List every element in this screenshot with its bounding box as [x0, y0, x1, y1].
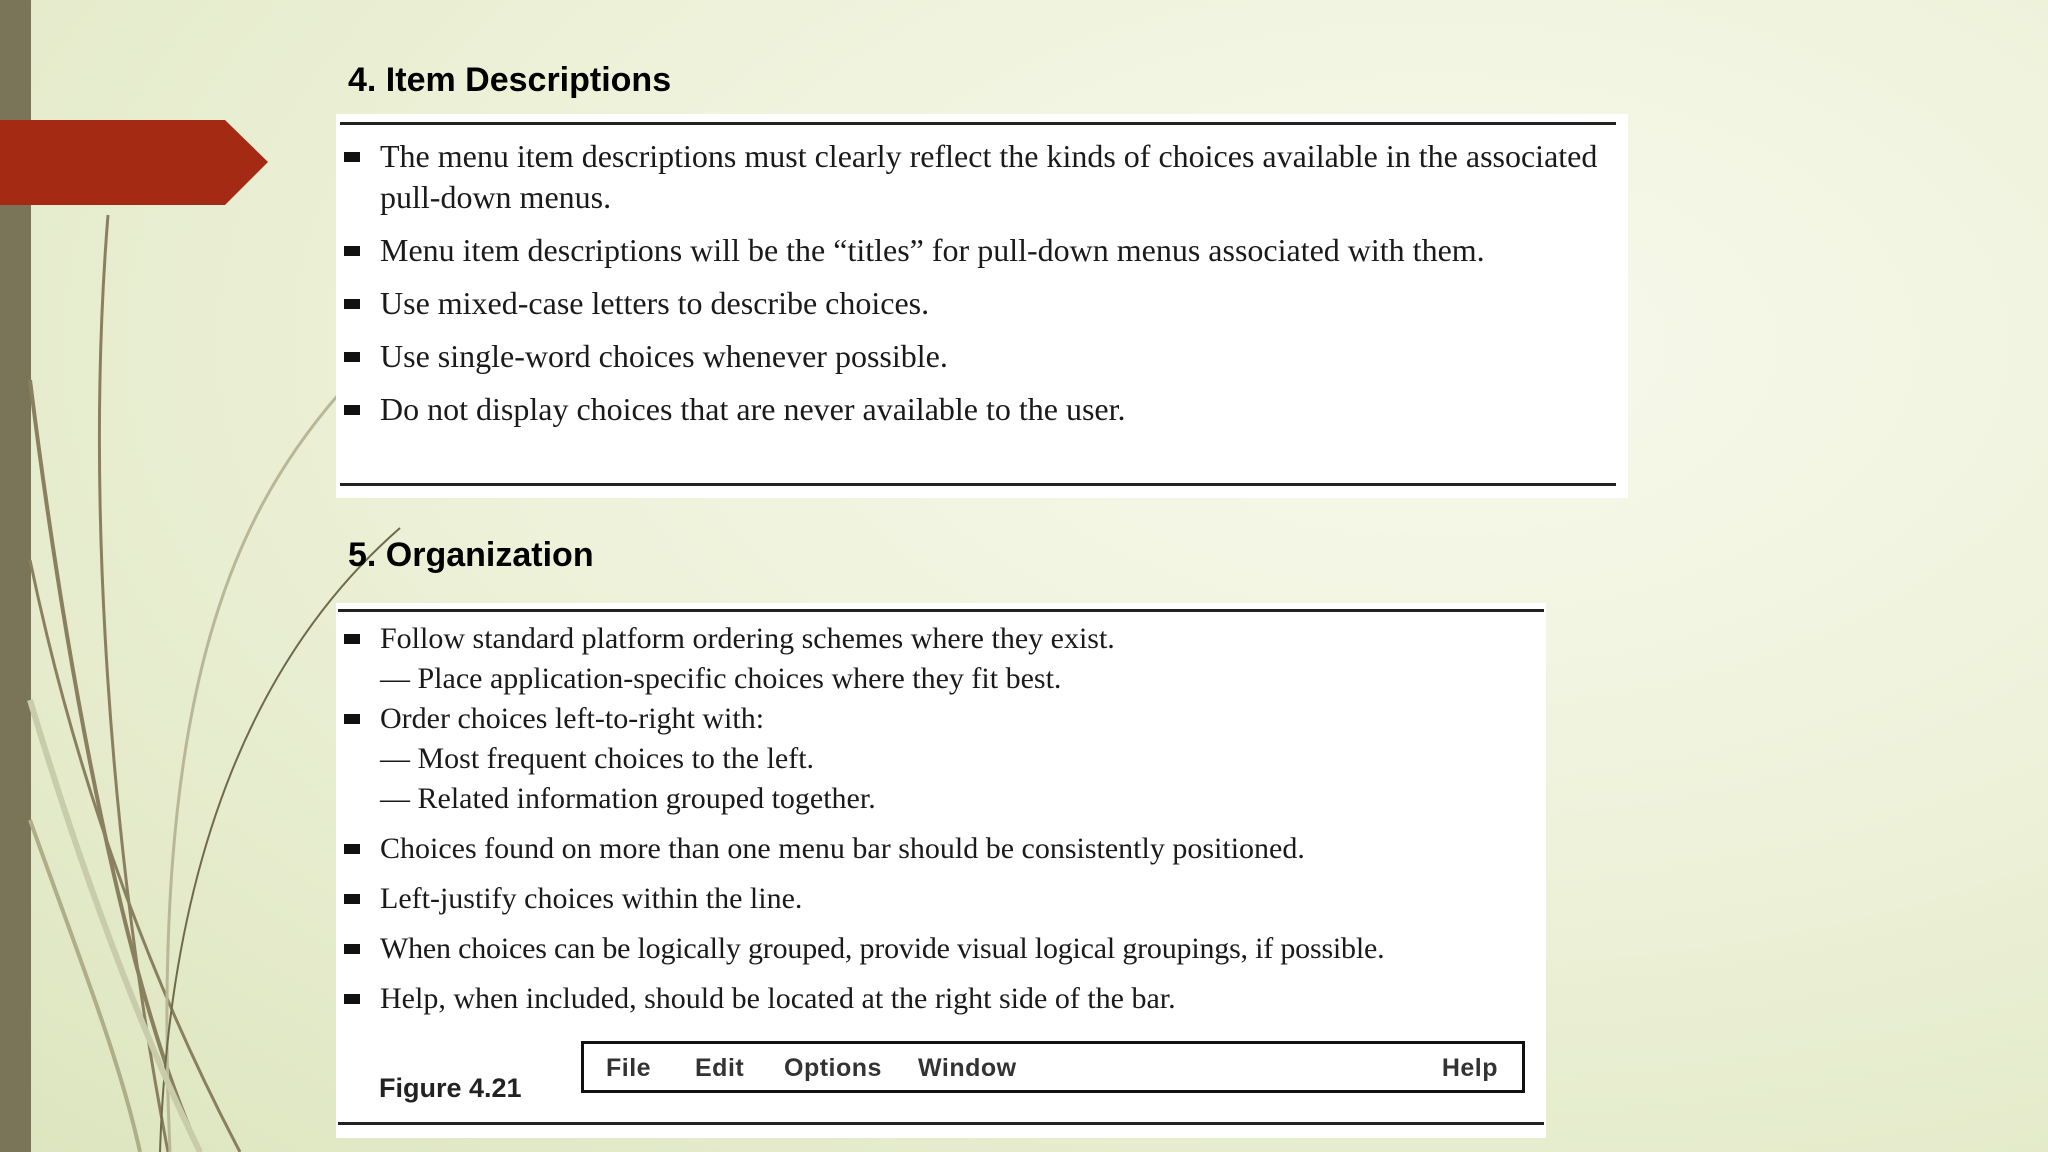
list-item-text: Follow standard platform ordering schemes where they exist.	[380, 622, 1115, 655]
bullet-icon	[344, 299, 360, 309]
list-subitem: — Related information grouped together.	[380, 782, 876, 815]
bullet-icon	[344, 894, 360, 904]
red-arrow-shape	[0, 120, 268, 205]
bullet-icon	[344, 634, 360, 644]
top-rule	[340, 122, 1616, 125]
list-item-text: When choices can be logically grouped, provide visual logical groupings, if possible.	[380, 932, 1385, 965]
menu-item-window: Window	[918, 1054, 1017, 1082]
list-item	[340, 929, 1546, 969]
list-item	[340, 136, 1630, 218]
list-item-text: Do not display choices that are never available to the user.	[380, 391, 1126, 427]
bullet-icon	[344, 714, 360, 724]
list-item-text: Use single-word choices whenever possible.	[380, 338, 948, 374]
bullet-icon	[344, 246, 360, 256]
item-descriptions-panel	[336, 114, 1628, 498]
item-descriptions-list	[340, 136, 1630, 430]
top-rule	[338, 609, 1544, 612]
list-item-text: Choices found on more than one menu bar should be consistently positioned.	[380, 832, 1305, 865]
list-item	[340, 336, 1630, 377]
bullet-icon	[344, 994, 360, 1004]
section-heading-organization: 5. Organization	[348, 536, 594, 574]
organization-list	[340, 619, 1546, 1019]
menu-bar-figure	[581, 1041, 1525, 1093]
menu-item-options: Options	[784, 1054, 882, 1082]
list-item-text: Left-justify choices within the line.	[380, 882, 803, 915]
bullet-icon	[344, 405, 360, 415]
list-item	[340, 283, 1630, 324]
bullet-icon	[344, 352, 360, 362]
list-item	[340, 879, 1546, 919]
list-item	[340, 979, 1546, 1019]
bottom-rule	[338, 1122, 1544, 1125]
list-subitem: — Most frequent choices to the left.	[380, 742, 815, 775]
menu-item-file: File	[606, 1054, 652, 1082]
list-item-text: Menu item descriptions will be the “titles” for pull-down menus associated with them.	[380, 232, 1485, 268]
bullet-icon	[344, 152, 360, 162]
list-item-text: The menu item descriptions must clearly reflect the kinds of choices available in the associated pull-down menus.	[380, 138, 1598, 215]
list-item	[340, 389, 1630, 430]
list-item	[340, 619, 1546, 699]
list-item-text: Help, when included, should be located at the right side of the bar.	[380, 982, 1176, 1015]
list-subitem: — Place application-specific choices where they fit best.	[380, 662, 1062, 695]
bullet-icon	[344, 844, 360, 854]
list-item	[340, 699, 1546, 819]
bottom-rule	[340, 483, 1616, 486]
list-item	[340, 829, 1546, 869]
bullet-icon	[344, 944, 360, 954]
menu-item-help: Help	[1441, 1054, 1498, 1082]
list-item	[340, 230, 1630, 271]
menu-item-edit: Edit	[695, 1054, 745, 1082]
list-item-text: Order choices left-to-right with:	[380, 702, 765, 735]
figure-caption: Figure 4.21	[379, 1073, 522, 1103]
section-heading-item-descriptions: 4. Item Descriptions	[348, 61, 672, 99]
list-item-text: Use mixed-case letters to describe choices.	[380, 285, 930, 321]
